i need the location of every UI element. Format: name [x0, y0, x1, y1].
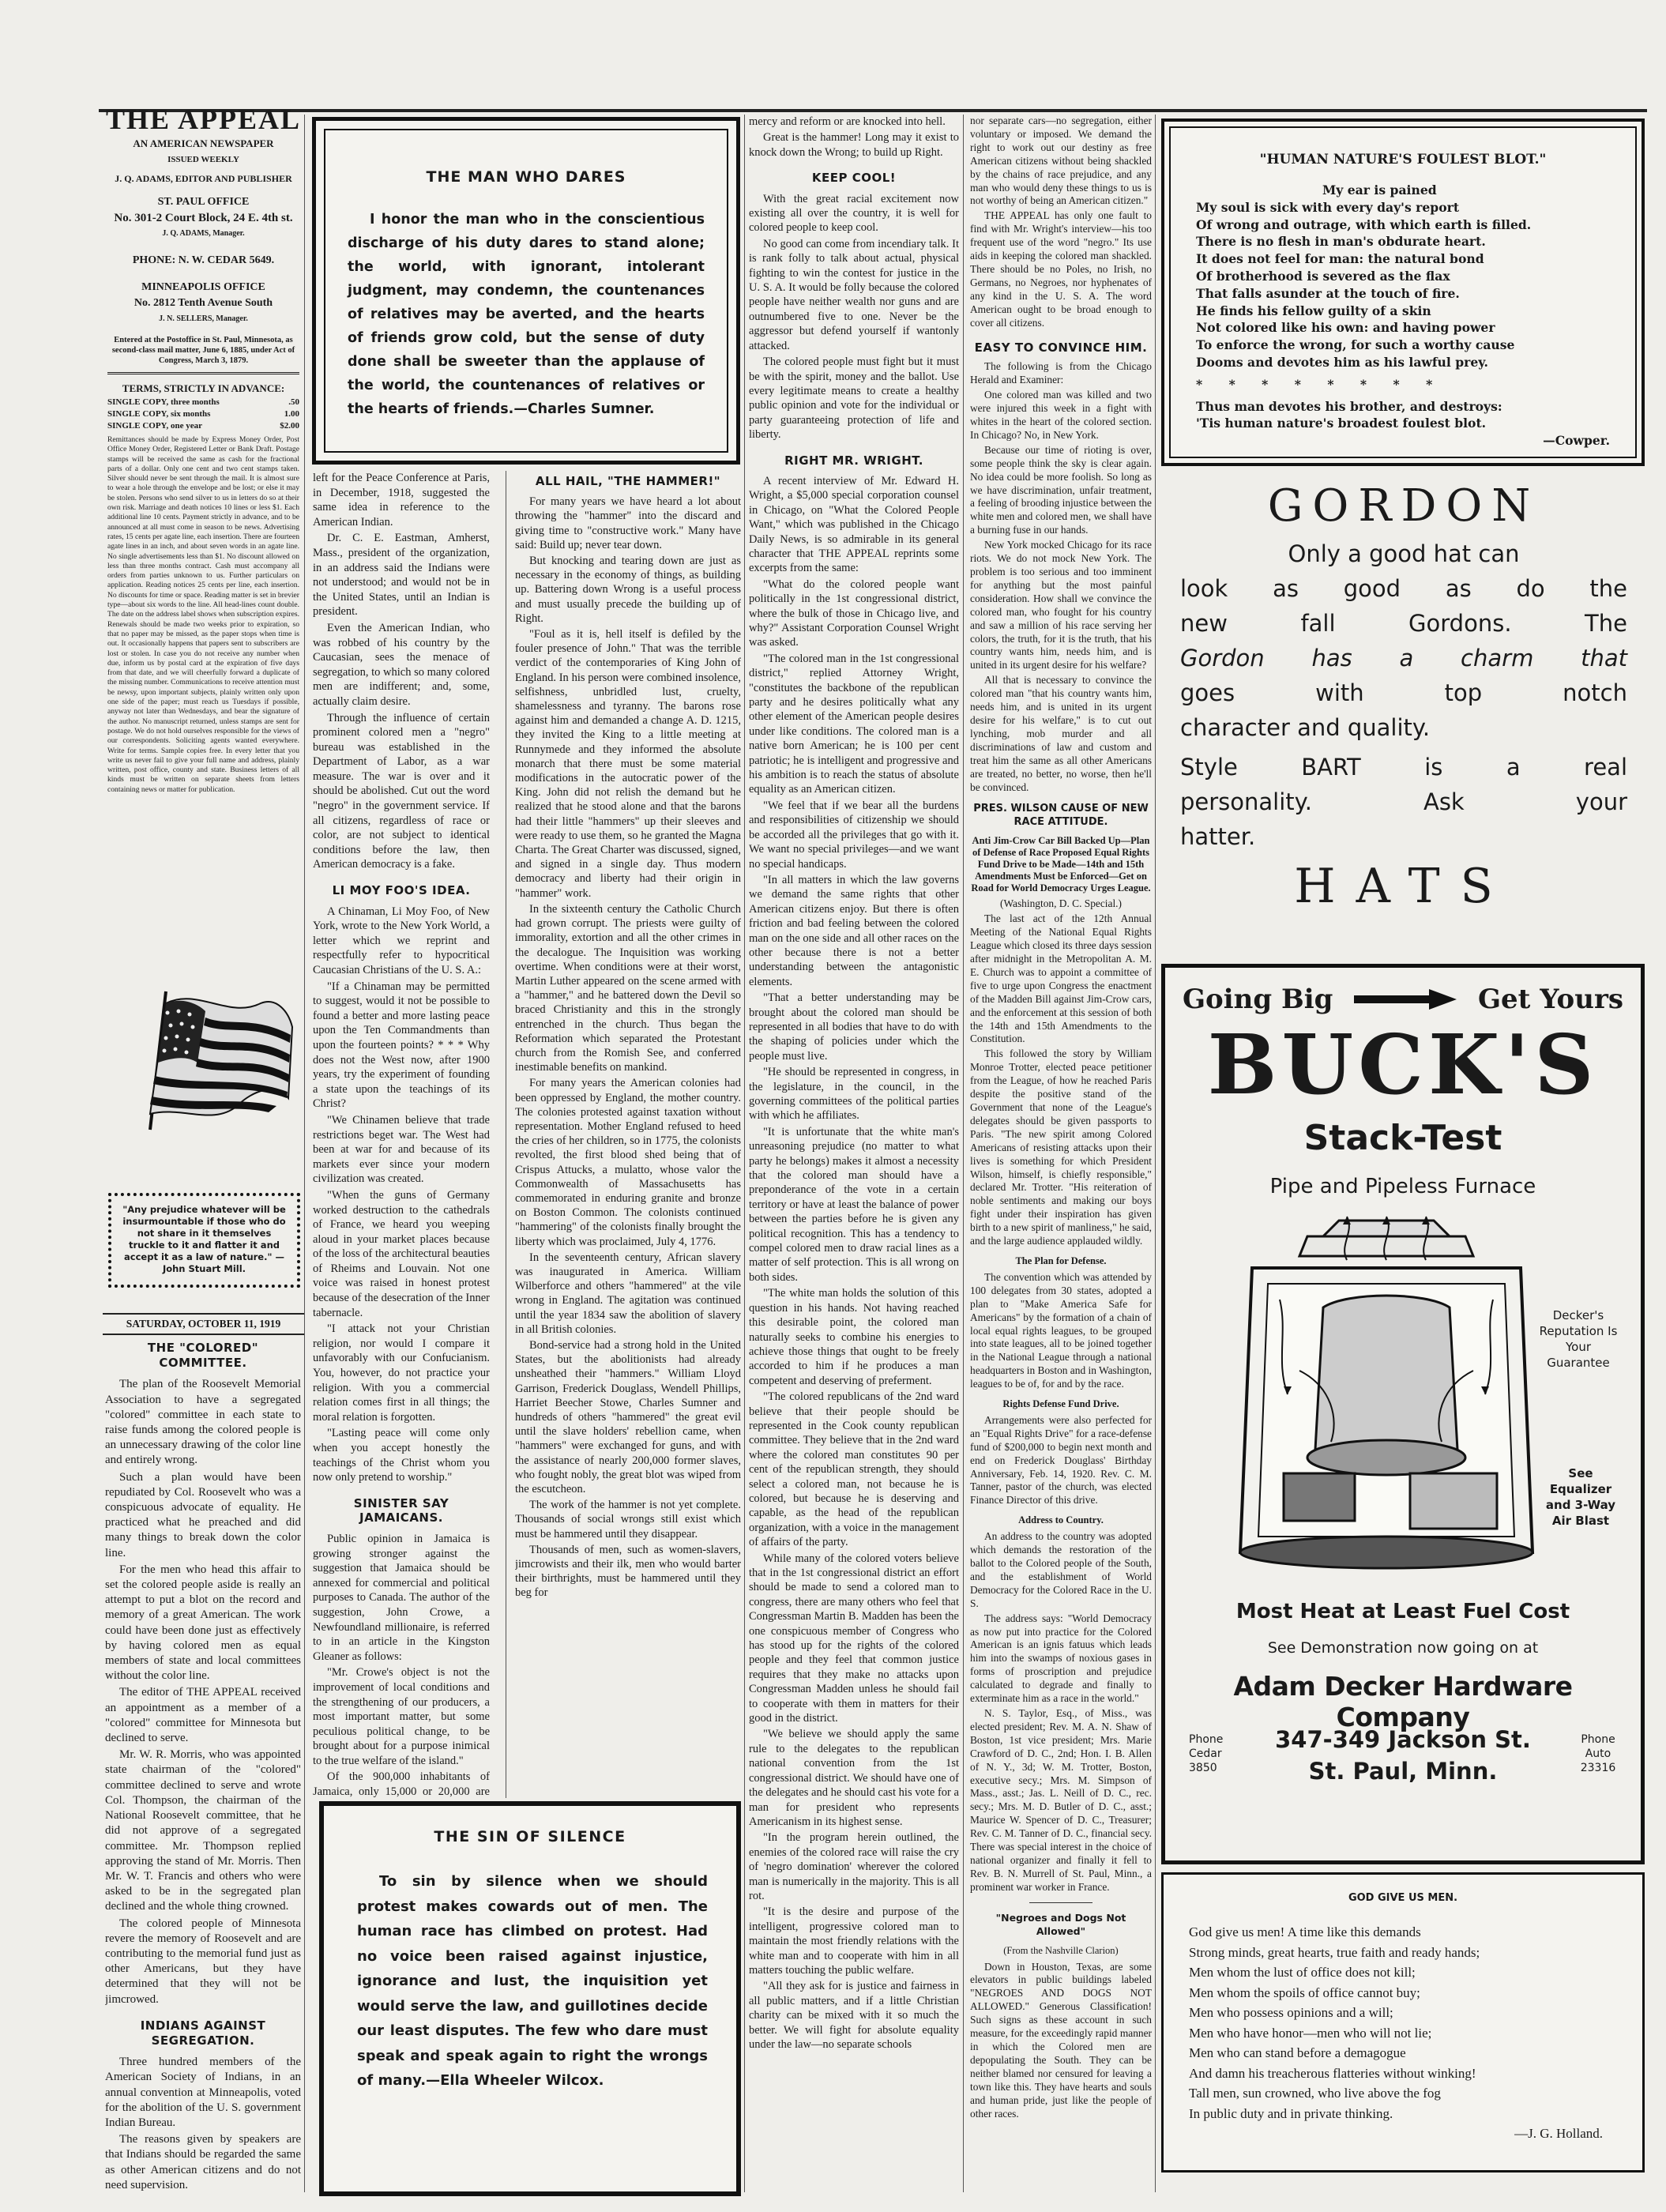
poem-line: Men whom the lust of office does not kill;: [1189, 1965, 1416, 1980]
divider: [1029, 1902, 1092, 1903]
terms-price: 1.00: [284, 409, 299, 419]
paragraph: This followed the story by William Monroe Trotter, elected peace petitioner from the League, of how he reached Paris despite the positive stand of the Government that none of the League's delegates should be given passports to Paris. "The new spirit among Colored Americans of resisting attacks upon their lives is something for which President Wilson, himself, is chiefly responsible," declared Mr. Trotter. "His reiteration of noble sentiments and making our boys fight under their inspiration has given birth to a new spirit of manliness," he said, and the large audience applauded wildly.: [970, 1048, 1152, 1247]
column-4: [749, 115, 959, 2192]
poem-line: My soul is sick with every day's report: [1196, 199, 1460, 215]
paragraph: The convention which was attended by 100 delegates from 30 states, adopted a plan to "Make America Safe for Americans" by the formation of a chain of local equal rights leagues, to be grouped into state leagues, all to be joined together in the National League through a national headquarters in Boston and in Washington, leagues to be of, for and by the race.: [970, 1270, 1152, 1390]
terms-table: [103, 397, 304, 432]
paragraph: "The white man holds the solution of this question in his hands. Not having reached this desirable point, the colored man naturally seeks to combine his energies to achieve those things that ought to be freely accorded to him if he produces a man competent and deserving of preferment.: [749, 1287, 959, 1387]
poem-line: Thus man devotes his brother, and destroys:: [1196, 398, 1502, 414]
box-poem-god-give-us-men: [1161, 1872, 1645, 2172]
subhead-defense: The Plan for Defense.: [1015, 1255, 1107, 1266]
column-1: [105, 1339, 301, 2192]
paragraph: The following is from the Chicago Herald and Examiner:: [970, 360, 1152, 386]
bucks-company: Adam Decker Hardware Company: [1233, 1671, 1573, 1732]
headline-li-moy-foo: LI MOY FOO'S IDEA.: [332, 883, 471, 898]
bucks-subproduct: Pipe and Pipeless Furnace: [1269, 1175, 1536, 1198]
terms-row: [107, 408, 299, 420]
paragraph: (Washington, D. C. Special.): [999, 897, 1122, 910]
paragraph: "The colored republicans of the 2nd ward believe that their people should be represented in the Cook county republican committee. They believe that in the 2nd ward where the colored man constitutes 90 per cent of the republican strength, they should select a colored man, not because he is colored, but because he is deserving and capable, as the head of the republican organization, with a voice in the management of affairs of the party.: [749, 1390, 959, 1549]
paragraph: "I attack not your Christian religion, nor would I compare it unfavorably with our Confucianism. You, however, do not practice your religion. With you a commercial relation comes first in all things; the moral relation is forgotten.: [313, 1322, 490, 1424]
poem-line: My ear is pained: [1322, 182, 1437, 198]
paragraph: "When the guns of Germany worked destruction to the cathedrals of France, we heard you weeping aloud in your market places because of the loss of the architectural beauties of Rheims and Louvain. Not one voice was raised in honest protest because of the desecration of the Inner tabernacle.: [313, 1188, 490, 1319]
gordon-body: [1163, 532, 1645, 854]
paragraph: For the men who head this affair to set the colored people aside is really an attempt to put a blot on the record and memory of a great American. The work could have been done just as effectively by having colored men as equal members of state and local committees without the color line.: [105, 1563, 301, 1683]
paragraph: "We believe we should apply the same rule to the delegates to the republican national convention from the 1st congressional district. We should have one of the delegates and he should cast his vote for a man for president who represents Americanism in its highest sense.: [749, 1728, 959, 1828]
poem-author: —J. G. Holland.: [1514, 2126, 1603, 2141]
headline-wilson: PRES. WILSON CAUSE OF NEW RACE ATTITUDE.: [973, 803, 1149, 829]
poem-line: God give us men! A time like this demands: [1189, 1924, 1421, 1939]
dateline: [103, 1313, 304, 1335]
paragraph: "Mr. Crowe's object is not the improvement of local conditions and the strengthening of our producers, a most important matter, but some peculious political change, to be brought about for a purpose inimical to the true welfare of the island.": [313, 1666, 490, 1767]
paragraph: A recent interview of Mr. Edward H. Wright, a $5,000 special corporation counsel in Chicago, on "What the Colored People Want," which was published in the Chicago Daily News, is so admirable in its general character that THE APPEAL reprints some excerpts from the same:: [749, 474, 959, 575]
paragraph: nor separate cars—no segregation, either voluntary or imposed. We demand the right to work out our destiny as free American citizens without being shackled by the chains of race prejudice, and any man who would deny these things to us is not worthy of being an American citizen.": [970, 115, 1152, 207]
paragraph: The colored people of Minnesota revere the memory of Roosevelt and are contributing to the memorial fund just as other Americans, but they have determined that they will not be jimcrowed.: [105, 1917, 301, 2006]
terms-label: SINGLE COPY, six months: [107, 409, 211, 419]
column-5: [970, 115, 1152, 2192]
masthead-editor: J. Q. ADAMS, EDITOR AND PUBLISHER: [115, 173, 292, 184]
column-2: [313, 471, 490, 1798]
paragraph: In the seventeenth century, African slavery was inaugurated in America. William Wilberforce and others "hammered" at the vile wrong in England. The agitation was continued until the year 1834 saw the abolition of slavery in all British colonies.: [515, 1251, 741, 1336]
paragraph: "He should be represented in congress, in the legislature, in the council, in the governing committees of the political parties with which he affiliates.: [749, 1066, 959, 1123]
poem-blot-title: "HUMAN NATURE'S FOULEST BLOT.": [1259, 152, 1547, 167]
column-rule-1: [304, 115, 305, 2192]
dateline-text: SATURDAY, OCTOBER 11, 1919: [126, 1318, 281, 1330]
poem-stars: * * * * * * * *: [1196, 376, 1444, 392]
quote-box-mill: [108, 1193, 300, 1288]
headline-keep-cool: KEEP COOL!: [811, 171, 897, 186]
masthead-subtitle: AN AMERICAN NEWSPAPER: [133, 137, 274, 149]
poem-author: —Cowper.: [1543, 433, 1610, 449]
ad-bucks: [1161, 964, 1645, 1864]
masthead-entered: Entered at the Postoffice in St. Paul, Minnesota, as second-class mail matter, June 6, 1885, under Act of Congress, March 3, 1879.: [111, 336, 295, 365]
box-sin-of-silence-text: To sin by silence when we should protest makes cowards out of men. The human race has climbed on protest. Had no voice been raised against injustice, ignorance and lust, the inquisition yet would serve the law, and guillotines decide our least disputes. The few who dare must speak and speak again to right the wrongs of many.—Ella Wheeler Wilcox.: [357, 1873, 708, 2089]
paragraph: Down in Houston, Texas, are some elevators in public buildings labeled "NEGROES AND DOGS NOT ALLOWED." Generous Classification! Such signs as these account in such measure, for the exceedingly rapid manner in which the Colored men are depopulating the South. They can be neither blamed nor censured for leaving a town like this. They have hearts and souls and human pride, just like the people of other races.: [970, 1960, 1152, 2120]
headline-negroes-dogs: "Negroes and Dogs Not Allowed": [995, 1911, 1126, 1937]
terms-price: .50: [288, 397, 299, 407]
box-poem-foulest-blot: [1161, 118, 1645, 466]
paragraph: Even the American Indian, who was robbed of his country by the Caucasian, sees the menace of segregation, to which so many colored men are indifferent; and, some, actually claim desire.: [313, 621, 490, 708]
masthead-manager: J. Q. ADAMS, Manager.: [162, 229, 245, 238]
paragraph: "Foul as it is, hell itself is defiled by the fouler presence of John." That was the terrible verdict of the contemporaries of King John of England. In his person were combined insolence, selfishness, unbridled lust, cruelty, shamelessness and tyranny. The barons rose against him and demanded a change A. D. 1215, they invited the King to a little meeting at Runnymede and they informed the absolute monarch that there must be some material modifications in the autocratic power of the King. John did not relish the demand but he realized that he stood alone and that the barons had their little "hammers" up their sleeves and were ready to use them, so he granted the Magna Charta. The Great Charter was discussed, signed, and signed in a single day. Thus modern democracy and liberty had their origin in "hammer" work.: [515, 628, 741, 900]
bucks-phone-left: Phone Cedar 3850: [1189, 1733, 1224, 1774]
paragraph: "It is the desire and purpose of the intelligent, progressive colored man to maintain the most friendly relations with the white man and to cooperate with him in all matters touching the public welfare.: [749, 1905, 959, 1977]
paragraph: "It is unfortunate that the white man's unreasoning prejudice (no matter to what party he belongs) makes it almost a necessity that the colored man should have a preponderance of the vote in a certain territory or have at least the balance of power between the parties before he is given any political recognition. This has a tendency to compel colored men to draw racial lines as a matter of self protection. This is all wrong on both sides.: [749, 1125, 959, 1284]
box-sin-of-silence: [319, 1801, 741, 2196]
poem-line: He finds his fellow guilty of a skin: [1196, 303, 1431, 318]
bucks-address-1: 347-349 Jackson St.: [1275, 1726, 1531, 1753]
paragraph: N. S. Taylor, Esq., of Miss., was elected president; Rev. M. A. N. Shaw of Boston, 1st vice president; Mrs. Marie Crawford of D. C., 2nd; Hon. I. B. Allen of N. Y., 3d; W. M. Trotter, Boston, executive secy.; Mrs. M. Simpson of Mass., asst.; Jas. L. Neill of D. C., rec. secy.; Mrs. M. D. Butler of D. C., asst.; Maurice W. Spencer of D. C., Treasurer; Rev. C. M. Tanner of D. C., financial secy. There was special interest in the choice of national organizer and finally it fell to Rev. B. N. Murrell of St. Paul, Minn., a prominent war worker in France.: [970, 1706, 1152, 1893]
paragraph: "We Chinamen believe that trade restrictions beget war. The West had been at war for and because of its markets ever since your modern civilization was created.: [313, 1113, 490, 1186]
gordon-line: Style BART is a real: [1180, 754, 1627, 781]
gordon-line: hatter.: [1180, 823, 1256, 850]
paragraph: Great is the hammer! Long may it exist to knock down the Wrong; to build up Right.: [749, 131, 959, 159]
masthead-minneapolis-office: MINNEAPOLIS OFFICE: [141, 281, 265, 293]
paragraph: With the great racial excitement now existing all over the country, it is well for colored people to keep cool.: [749, 192, 959, 235]
paragraph: THE APPEAL has only one fault to find with Mr. Wright's interview—his too frequent use of the word "negro." Its use aids in keeping the colored man shackled. There should be no Poles, no Irish, no Germans, no Negroes, nor hyphenates of any kind in the U. S. A. The word American ought to be broad enough to cover all citizens.: [970, 209, 1152, 329]
paragraph: The colored people must fight but it must be with the spirit, money and the ballot. Use every legitimate means to create a healthy public opinion and vote for the individual or party guaranteeing protection of life and liberty.: [749, 356, 959, 442]
terms-row: [107, 397, 299, 408]
arrow-right-icon: [1354, 988, 1457, 1011]
gordon-line: Only a good hat can: [1288, 540, 1520, 567]
poem-line: Men who have honor—men who will not lie;: [1189, 2025, 1432, 2041]
masthead-divider: [107, 372, 299, 374]
paragraph: "Lasting peace will come only when you accept honestly the teachings of the Christ whom you now only pretend to worship.": [313, 1427, 490, 1484]
column-rule-3: [744, 115, 745, 2192]
paragraph: Because our time of rioting is over, some people think the sky is clear again. No idea could be more foolish. So long as we have discrimination, unfair treatment, a feeling of brooding injustice between the white men and colored men, we shall have a burning fuse in our hands.: [970, 443, 1152, 536]
bucks-side-top: Decker's Reputation Is Your Guarantee: [1539, 1308, 1618, 1370]
headline-indians: INDIANS AGAINST SEGREGATION.: [140, 2018, 266, 2048]
paragraph: "All they ask for is justice and fairness in all public matters, and if a little Christian charity can be mixed with it so much the better. We will fight for absolute equality under the law—no separate schools: [749, 1980, 959, 2051]
masthead: [103, 103, 304, 901]
terms-label: SINGLE COPY, three months: [107, 397, 220, 407]
bucks-banner: [1175, 977, 1631, 1021]
paragraph: One colored man was killed and two were injured this week in a fight with whites in the heart of the colored section. In Chicago? No, in New York.: [970, 389, 1152, 441]
masthead-issued: ISSUED WEEKLY: [167, 155, 239, 164]
subhead-dogs: (From the Nashville Clarion): [1003, 1944, 1119, 1956]
paragraph: "In the program herein outlined, the enemies of the colored race will raise the cry of 'negro domination' wherever the colored man is numerically in the majority. This is all rot.: [749, 1831, 959, 1902]
terms-price: $2.00: [280, 421, 299, 431]
terms-row: [107, 420, 299, 432]
poem-line: In public duty and in private thinking.: [1189, 2105, 1393, 2121]
paragraph: Three hundred members of the American Society of Indians, in an annual convention at Minneapolis, voted for the abolition of the U. S. government Indian Bureau.: [105, 2056, 301, 2129]
poem-line: Men who possess opinions and a will;: [1189, 2005, 1393, 2020]
paragraph: Of the 900,000 inhabitants of Jamaica, only 15,000 or 20,000 are: [313, 1770, 490, 1798]
ad-gordon: [1163, 474, 1645, 940]
gordon-line: look as good as do the: [1180, 575, 1627, 602]
paragraph: Such a plan would have been repudiated by Col. Roosevelt who was a conspicuous advocate of equality. He practiced what he preached and did many things to break down the color line.: [105, 1470, 301, 1559]
paragraph: All that is necessary to convince the colored man "that his country wants him, needs him, and is united in its urgent desire for his welfare," is to cut out lynching, mob murder and all discriminations of law and custom and treat him the same as all other Americans are treated, no better, no worse, then he'll be convinced.: [970, 674, 1152, 793]
poem-men-body: [1189, 1922, 1627, 2144]
terms-label: SINGLE COPY, one year: [107, 421, 202, 431]
bucks-going-big: Going Big: [1183, 984, 1333, 1015]
paragraph: left for the Peace Conference at Paris, in December, 1918, suggested the same idea in reference to the American Indian.: [313, 472, 490, 529]
paragraph: The last act of the 12th Annual Meeting of the National Equal Rights League which closed its three days session after midnight in the Metropolitan A. M. E. Church was to appoint a committee of five to urge upon Congress the enactment of the Madden Bill against Jim-Crow cars, and the enforcement at this session of both the 14th and 15th Amendments to the Constitution.: [970, 912, 1152, 1045]
subhead-address: Address to Country.: [1018, 1514, 1104, 1526]
paragraph: mercy and reform or are knocked into hell.: [749, 115, 946, 128]
poem-line: There is no flesh in man's obdurate heart.: [1196, 234, 1486, 250]
gordon-title: GORDON: [1267, 480, 1540, 532]
subhead-fund: Rights Defense Fund Drive.: [1002, 1398, 1119, 1410]
poem-line: Not colored like his own: and having power: [1196, 320, 1495, 336]
paragraph: Arrangements were also perfected for an "Equal Rights Drive" for a race-defense fund of $200,000 to begin next month and end on Frederick Douglass' Birthday Anniversary, Feb. 14, 1920. Rev. C. M. Tanner, pastor of the church, was elected Finance Director of this drive.: [970, 1413, 1152, 1507]
gordon-line: character and quality.: [1180, 714, 1431, 741]
paragraph: The plan of the Roosevelt Memorial Association to have a segregated "colored" committee in each state to raise funds among the colored people is an unnecessary drawing of the color line and entirely wrong.: [105, 1378, 301, 1467]
column-3: [515, 471, 741, 1798]
furnace-icon: [1220, 1213, 1552, 1584]
paragraph: "If a Chinaman may be permitted to suggest, would it not be possible to found a better and more lasting peace upon the Ten Commandments than upon the fourteen points? * * * Why does not the West now, after 1900 years, try the experiment of founding a state upon the teachings of its Christ?: [313, 980, 490, 1111]
gordon-line: goes with top notch: [1180, 679, 1627, 706]
poem-line: That falls asunder at the touch of fire.: [1196, 285, 1460, 301]
poem-line: Men whom the spoils of office cannot buy;: [1189, 1984, 1420, 2000]
paragraph: "We feel that if we bear all the burdens and responsibilities of citizenship we should be accorded all the privileges that go with it. We want no special privileges—and we want no special handicaps.: [749, 799, 959, 871]
paragraph: In the sixteenth century the Catholic Church had grown corrupt. The priests were guilty of immorality, extortion and all the other crimes in the decalogue. The Inquisition was working overtime. When conditions were at their worst, Martin Luther appeared on the scene armed with a "hammer," and he battered down the Devil so braced Christianity and this in the strongly entrenched in the church. Thus began the Reformation which separated the Protestant church from the Romish See, and conferred inestimable benefits on mankind.: [515, 902, 741, 1074]
paragraph: For many years the American colonies had been oppressed by England, the mother country. The colonies protested against taxation without representation. Mother England refused to heed the cries of her children, so in 1775, the colonists revolted, the first blood shed being that of Crispus Attucks, a mulatto, whose valor the Commonwealth of Massachusetts has commemorated in enduring granite and bronze on Boston Common. The colonists continued "hammering" of the colonists finally brought the liberty which was proclaimed, July 4, 1776.: [515, 1077, 741, 1248]
bucks-demo: See Demonstration now going on at: [1267, 1639, 1539, 1657]
paragraph: Public opinion in Jamaica is growing stronger against the suggestion that Jamaica should be annexed for commercial and political purposes to Canada. The author of the suggestion, John Crowe, a Newfoundland millionaire, is referred to in an article in the Kingston Gleaner as follows:: [313, 1532, 490, 1663]
paragraph: No good can come from incendiary talk. It is rank folly to talk about actual, physical fighting to win the contest for justice in the U. S. A. It would be folly because the colored people have neither wealth nor guns and are outnumbered five to one. Never be the aggressor but defend yourself if wantonly attacked.: [749, 237, 959, 352]
bucks-product: Stack-Test: [1303, 1118, 1502, 1158]
headline-right-mr-wright: RIGHT MR. WRIGHT.: [784, 453, 923, 468]
paragraph: An address to the country was adopted which demands the restoration of the ballot to the Colored people of the South, and the establishment of World Democracy for the Colored Race in the U. S.: [970, 1530, 1152, 1609]
masthead-title: THE APPEAL: [105, 103, 302, 135]
paragraph: New York mocked Chicago for its race riots. We do not mock New York. The problem is too serious and too imminent for anything but the most painful consideration. How shall we convince the colored man, who fought for his country and saw a million of his race serving her colors, the truth, for it is the truth, that his country wants him, needs him, and is united in its urgent desire for his welfare?: [970, 539, 1152, 672]
poem-line: 'Tis human nature's broadest foulest blot.: [1196, 416, 1487, 431]
bucks-address-2: St. Paul, Minn.: [1308, 1758, 1498, 1785]
poem-line: Dooms and devotes him as his lawful prey.: [1196, 354, 1488, 370]
paragraph: "The colored man in the 1st congressional district," replied Attorney Wright, "constitutes the backbone of the republican party and he desires politically what any other element of the American people desires under like conditions. The colored man is a native born American; he is 100 per cent patriotic; he is intelligent and progressive and his ambition is to reach the status of absolute equality as an American citizen.: [749, 652, 959, 796]
paragraph: Mr. W. R. Morris, who was appointed state chairman of the "colored" committee declined to serve and wrote Col. Thompson, the chairman of the National Roosevelt committee, that he did not approve of a segregated committee. Mr. Thompson replied approving the stand of Mr. Morris. Then Mr. W. T. Francis and others who were asked to be in the segregated plan declined and the whole thing crowned.: [105, 1748, 301, 1913]
poem-line: It does not feel for man: the natural bond: [1196, 251, 1484, 267]
paragraph: Bond-service had a strong hold in the United States, but the abolitionists had already unsheathed their "hammers." William Lloyd Garrison, Frederick Douglass, Wendell Phillips, Harriet Beecher Stowe, Charles Sumner and hundreds of others "hammered" the great evil until the slave holders' rebellion came, when "hammers" were exchanged for guns, and with the assistance of nearly 200,000 former slaves, who fought nobly, the great blot was wiped from the escutcheon.: [515, 1338, 741, 1496]
masthead-phone: PHONE: N. W. CEDAR 5649.: [132, 254, 275, 266]
bucks-brand: BUCK'S: [1207, 1016, 1599, 1113]
box-sin-of-silence-title: THE SIN OF SILENCE: [434, 1828, 626, 1845]
paragraph: "That a better understanding may be brought about the colored man should be represented in all bodies that have to do with the shaping of policies under which the people must live.: [749, 991, 959, 1063]
poem-line: Of wrong and outrage, with which earth is filled.: [1196, 216, 1532, 232]
masthead-notices: Remittances should be made by Express Money Order, Post Office Money Order, Registered Letter or Bank Draft. Postage stamps will be received the same as cash for the fractional parts of a dollar. Only one cent and two cent stamps taken. Silver should never be sent through the mail. It is almost sure to wear a hole through the envelope and be lost; or else it may be stolen. Persons who send silver to us in letters do so at their own risk. Marriage and death notices 10 lines or less $1. Each additional line 10 cents. Payment strictly in advance, and to be announced at all must come in season to be news. Advertising rates, 15 cents per agate line, each insertion. There are fourteen agate lines in an inch, and about seven words in an agate line. No single advertisements less than $1. No discount allowed on less than three months contract. Cash must accompany all orders from parties unknown to us. Further particulars on application. Reading notices 25 cents per line, each insertion. No discounts for time or space. Reading matter is set in brevier type—about six words to the line. All head-lines count double. The date on the address label shows when subscription expires. Renewals should be made two weeks prior to expiration, so that no paper may be missed, as the paper stops when time is out. It occasionally happens that papers sent to subscribers are lost or stolen. In case you do not receive any number when due, inform us by postal card at the expiration of five days from that date, and we will cheerfully forward a duplicate of the missing number. Communications to receive attention must be newsy, upon important subjects, plainly written only upon one side of the paper; must reach us Tuesdays if possible, anyway not later than Wednesdays, and bear the signature of the author. No manuscript returned, unless stamps are sent for postage. We do not hold ourselves responsible for the views of our correspondents. Soliciting agents wanted everywhere. Write for terms. Sample copies free. In every letter that you write us never fail to give your full name and address, plainly written, post office, county and state. Business letters of all kinds must be written on separate sheets from letters containing news or matter for publication.: [107, 435, 299, 794]
paragraph: Through the influence of certain prominent colored men a "negro" bureau was established in the Department of Labor, as a war measure. The war is over and it should be abolished. Cut out the word "negro" in the government service. If all citizens, regardless of race or color, are not subject to identical conditions before the law, then American democracy is a fake.: [313, 711, 490, 871]
masthead-minneapolis-address: No. 2812 Tenth Avenue South: [134, 297, 273, 309]
gordon-line: Gordon has a charm that: [1180, 645, 1627, 672]
masthead-st-paul-address: No. 301-2 Court Block, 24 E. 4th st.: [114, 212, 293, 224]
paragraph: The editor of THE APPEAL received an appointment as a member of a "colored" committee for Minnesota but declined to serve.: [105, 1686, 301, 1745]
paragraph: "In all matters in which the law governs we demand the same rights that other American citizens enjoy. But there is often friction and bad feeling between the colored man on the one side and all other races on the other because there is not a better understanding between the antagonistic elements.: [749, 873, 959, 988]
headline-colored-committee: THE "COLORED" COMMITTEE.: [147, 1341, 259, 1371]
box-man-who-dares-title: THE MAN WHO DARES: [426, 168, 626, 186]
bucks-get-yours: Get Yours: [1478, 984, 1623, 1015]
poem-line: Tall men, sun crowned, who live above the fog: [1189, 2086, 1441, 2101]
headline-hammer: ALL HAIL, "THE HAMMER!": [535, 474, 721, 488]
poem-blot-body: [1196, 182, 1626, 450]
quote-text: "Any prejudice whatever will be insurmountable if those who do not share in it themselves truckle to it and flatter it and accept it as a law of nature." —John Stuart Mill.: [122, 1204, 286, 1274]
terms-title: TERMS, STRICTLY IN ADVANCE:: [122, 382, 285, 394]
paragraph: The work of the hammer is not yet complete. Thousands of social wrongs still exist which must be hammered until they disappear.: [515, 1499, 741, 1540]
subhead-wilson: Anti Jim-Crow Car Bill Backed Up—Plan of Defense of Race Proposed Equal Rights Fund Drive to be Made—14th and 15th Amendments Must be Enforced—Get on Road for World Democracy Urges League.: [971, 835, 1151, 894]
bucks-slogan: Most Heat at Least Fuel Cost: [1235, 1600, 1570, 1623]
poem-line: To enforce the wrong, for such a worthy cause: [1196, 337, 1515, 353]
paragraph: Thousands of men, such as women-slavers, jimcrowists and their ilk, men who would barter their birthrights, must be hammered until they beg for: [515, 1543, 741, 1600]
bucks-phone-right: Phone Auto 23316: [1580, 1733, 1616, 1774]
poem-line: Of brotherhood is severed as the flax: [1196, 268, 1450, 284]
american-flag-icon: [118, 988, 300, 1134]
paragraph: Dr. C. E. Eastman, Amherst, Mass., president of the organization, in an address said the Indians were not understood; and would not be in the United States, until an Indian is president.: [313, 532, 490, 619]
paragraph: But knocking and tearing down are just as necessary in the economy of things, as building up. Battering down Wrong is a useful process and must usually precede the building up of Right.: [515, 555, 741, 625]
masthead-minneapolis-manager: J. N. SELLERS, Manager.: [159, 314, 248, 323]
poem-line: And damn his treacherous flatteries without winking!: [1189, 2065, 1476, 2081]
paragraph: "What do the colored people want politically in the 1st congressional district, where the bulk of those in Chicago live, and why?" Assistant Corporation Counsel Wright was asked.: [749, 577, 959, 649]
box-man-who-dares: [312, 117, 740, 465]
poem-line: Men who can stand before a demagogue: [1189, 2045, 1406, 2060]
masthead-st-paul-office: ST. PAUL OFFICE: [157, 196, 250, 208]
poem-line: Strong minds, great hearts, true faith and ready hands;: [1189, 1944, 1480, 1960]
headline-sinister: SINISTER SAY JAMAICANS.: [353, 1495, 449, 1525]
bucks-side-bottom: See Equalizer and 3-Way Air Blast: [1545, 1466, 1616, 1528]
gordon-footer: HATS: [1294, 859, 1514, 914]
paragraph: A Chinaman, Li Moy Foo, of New York, wrote to the New York World, a letter which we reprint and respectfully refer to hypocritical Caucasian Christians of the U. S. A.:: [313, 905, 490, 976]
column-rule-5: [1155, 115, 1156, 2192]
paragraph: For many years we have heard a lot about throwing the "hammer" into the discard and giving time to "constructive work." Many have said: Build up; never tear down.: [515, 495, 741, 551]
headline-easy-to-convince: EASY TO CONVINCE HIM.: [974, 340, 1148, 355]
top-rule: [99, 109, 1647, 112]
column-rule-4: [963, 115, 964, 2192]
paragraph: The reasons given by speakers are that Indians should be regarded the same as other American citizens and do not need supervision.: [105, 2133, 301, 2191]
paragraph: The address says: "World Democracy as now put into practice for the Colored American is an ignis fatuus which leads him into the swamps of noxious gases in forms of proscription and prejudice calculated to degrade and finally to exterminate him as a race in the world.": [970, 1612, 1152, 1705]
gordon-line: new fall Gordons. The: [1180, 610, 1627, 637]
paragraph: While many of the colored voters believe that in the 1st congressional district an effort should be made to send a colored man to congress, there are many others who feel that Congressman Martin B. Madden has been the one conspicuous member of Congress who has stood up for the rights of the colored people and they feel that common justice requires that they make no attacks upon Congressman Madden unless he should fail to cooperate with them in matters for their good in the district.: [749, 1552, 959, 1725]
poem-men-title: GOD GIVE US MEN.: [1348, 1892, 1458, 1904]
box-man-who-dares-text: I honor the man who in the conscientious discharge of his duty dares to stand alone; the world, with ignorant, intolerant judgment, may condemn, the countenances of relatives may be averted, and the hearts of friends grow cold, but the sense of duty done shall be sweeter than the applause of the world, the countenances of relatives or the hearts of friends.—Charles Sumner.: [348, 212, 705, 417]
gordon-line: personality. Ask your: [1180, 788, 1627, 815]
